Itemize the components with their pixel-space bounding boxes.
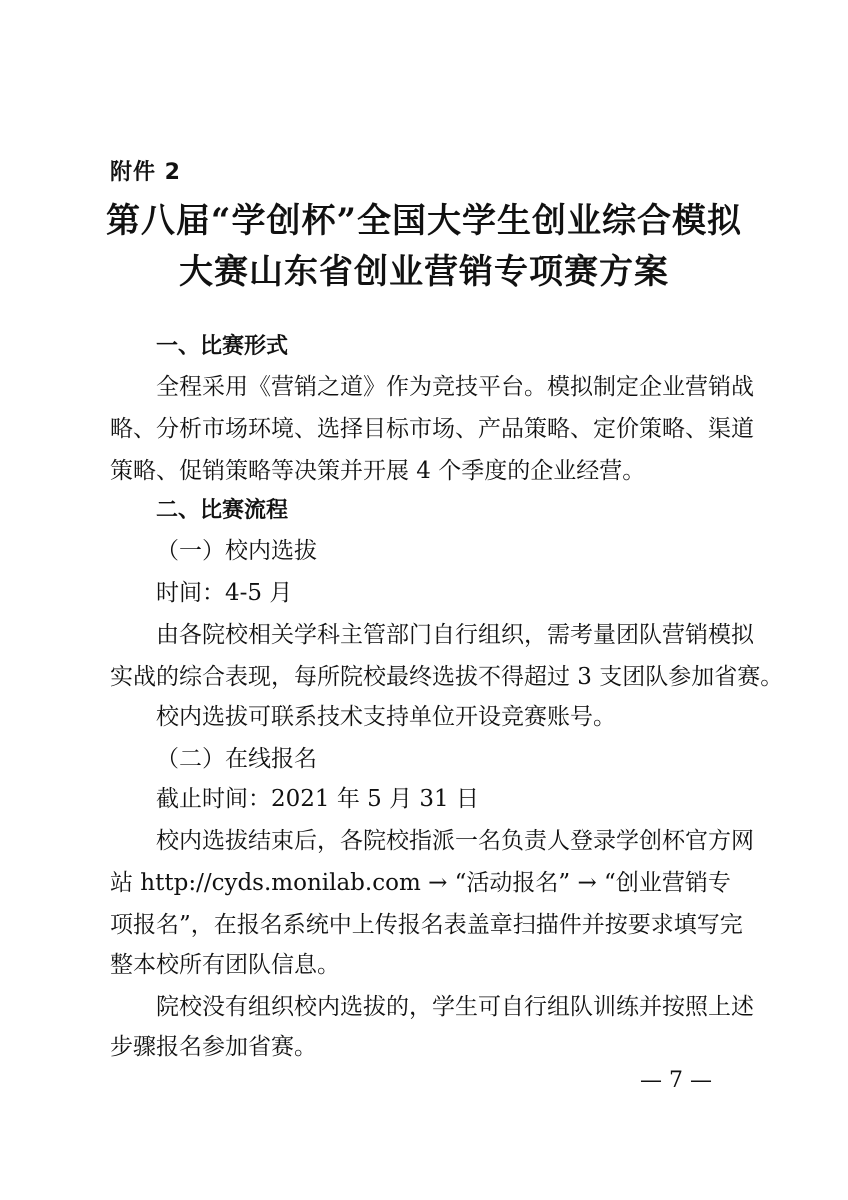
paragraph-line: 由各院校相关学科主管部门自行组织，需考量团队营销模拟 [156,622,754,648]
section-heading-format: 一、比赛形式 [156,334,289,359]
paragraph-line: 步骤报名参加省赛。 [110,1034,317,1060]
paragraph-line: 校内选拔可联系技术支持单位开设竞赛账号。 [156,704,616,730]
paragraph-line: 截止时间：2021 年 5 月 31 日 [156,786,479,812]
subsection-heading: （一）校内选拔 [156,538,317,564]
paragraph-line: 实战的综合表现，每所院校最终选拔不得超过 3 支团队参加省赛。 [110,664,784,690]
paragraph-line: 站 http://cyds.monilab.com → “活动报名” → “创业营销专 [110,870,731,896]
paragraph-line: 校内选拔结束后，各院校指派一名负责人登录学创杯官方网 [156,828,754,854]
paragraph-line: 略、分析市场环境、选择目标市场、产品策略、定价策略、渠道 [110,416,754,442]
paragraph-line: 全程采用《营销之道》作为竞技平台。模拟制定企业营销战 [156,374,754,400]
paragraph-line: 院校没有组织校内选拔的，学生可自行组队训练并按照上述 [156,994,754,1020]
section-heading-process: 二、比赛流程 [156,498,289,523]
subsection-heading: （二）在线报名 [156,746,317,772]
document-title-line-2: 大赛山东省创业营销专项赛方案 [179,252,669,292]
paragraph-line: 项报名”，在报名系统中上传报名表盖章扫描件并按要求填写完 [110,912,743,938]
paragraph-line: 策略、促销策略等决策并开展 4 个季度的企业经营。 [110,458,646,484]
page-number: — 7 — [640,1068,712,1093]
attachment-label: 附件 2 [110,160,181,185]
paragraph-line: 时间：4-5 月 [156,580,293,606]
paragraph-line: 整本校所有团队信息。 [110,952,340,978]
document-title-line-1: 第八届“学创杯”全国大学生创业综合模拟 [105,201,743,241]
